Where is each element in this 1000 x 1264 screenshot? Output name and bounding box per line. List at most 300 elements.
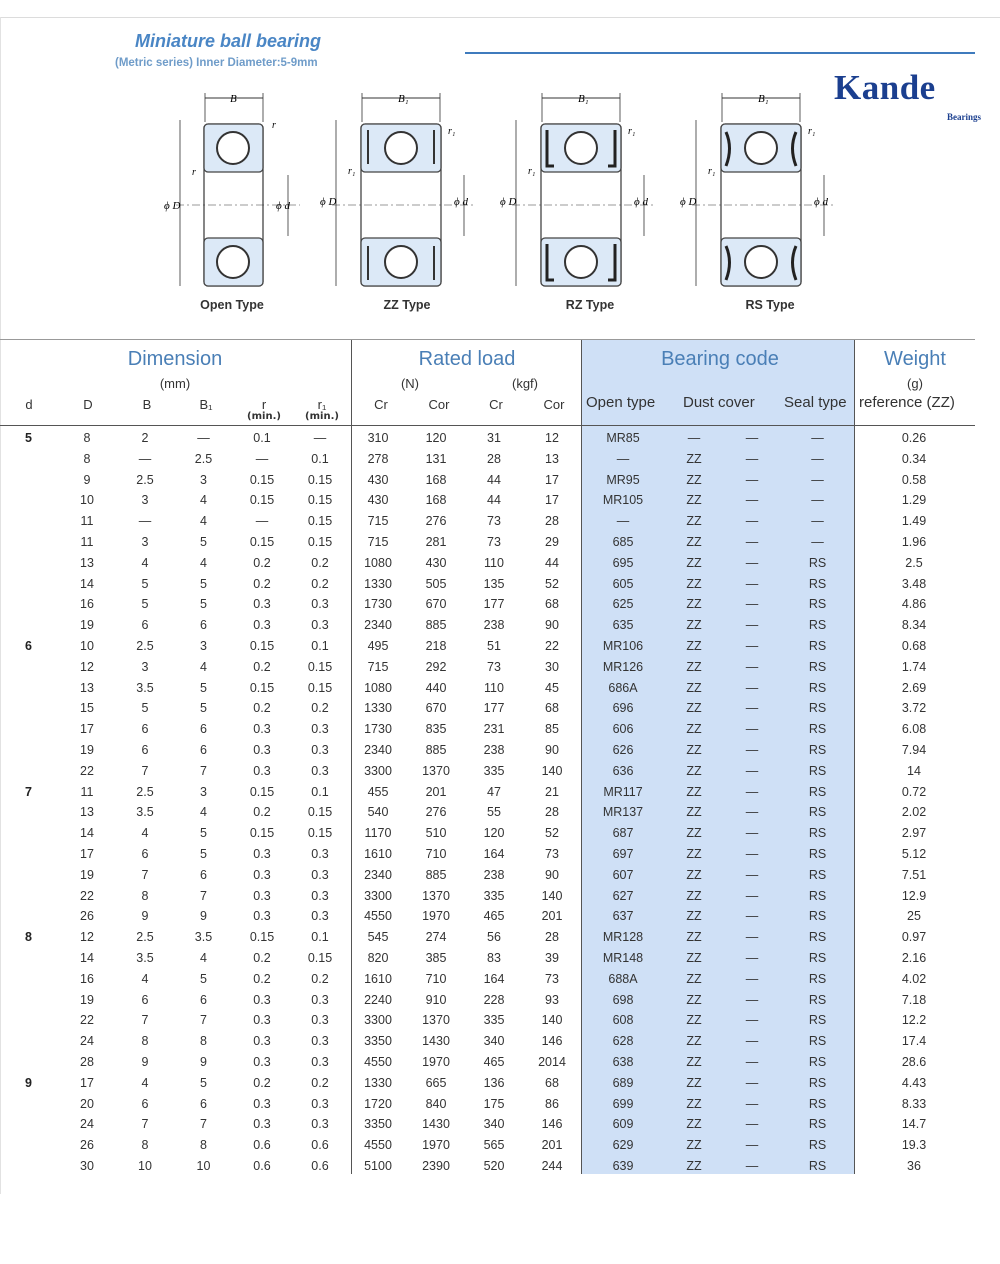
cell-outer-diameter: 8 xyxy=(83,431,91,445)
cell-d: 8 xyxy=(25,930,32,945)
cell-radius-r: 0.3 xyxy=(253,722,271,737)
cell-cor-kgf: 73 xyxy=(545,846,559,861)
table-row xyxy=(0,1010,974,1031)
cell-weight: 7.94 xyxy=(901,742,927,757)
cell-d xyxy=(0,865,58,886)
cell-outer-diameter: 11 xyxy=(80,534,94,549)
cell-rz-cover: — xyxy=(745,1075,759,1090)
cell-weight: 19.3 xyxy=(901,1138,927,1153)
cell-d xyxy=(0,844,58,865)
cell-open-type: 638 xyxy=(612,1054,634,1069)
cell-radius-r: 0.2 xyxy=(253,1075,271,1090)
cell-outer-diameter: 17 xyxy=(80,722,94,737)
cell-seal-type: — xyxy=(811,534,824,549)
table-row xyxy=(0,532,974,553)
cell-open-type: — xyxy=(616,514,630,529)
cell-weight: 0.97 xyxy=(901,930,927,945)
col-d: d xyxy=(25,397,33,412)
header-bottom-border xyxy=(0,425,975,426)
cell-weight: 2.5 xyxy=(905,555,923,570)
cell-width-b1: 4 xyxy=(200,493,207,508)
cell-weight: 2.02 xyxy=(901,805,927,820)
cell-radius-r1: 0.3 xyxy=(311,1117,329,1132)
col-reference: reference (ZZ) xyxy=(859,394,955,411)
cell-cor-n: 131 xyxy=(425,451,447,466)
cell-cr-kgf: 228 xyxy=(483,992,505,1007)
cell-width-b1: — xyxy=(197,431,210,445)
cell-seal-type: RS xyxy=(808,846,827,861)
cell-d xyxy=(0,615,58,636)
cell-weight: 0.26 xyxy=(901,431,927,445)
cell-open-type: 686A xyxy=(608,680,638,695)
cell-radius-r: 0.3 xyxy=(253,1096,271,1111)
cell-radius-r: 0.3 xyxy=(253,867,271,882)
cell-radius-r1: 0.2 xyxy=(311,1075,329,1090)
cell-outer-diameter: 19 xyxy=(80,618,94,633)
cell-radius-r1: 0.3 xyxy=(311,1013,329,1028)
cell-cor-n: 281 xyxy=(425,534,447,549)
cell-outer-diameter: 14 xyxy=(80,950,94,965)
cell-open-type: 696 xyxy=(612,701,634,716)
cell-d xyxy=(0,449,58,470)
cell-cr-n: 1080 xyxy=(364,555,392,570)
cell-cr-n: 540 xyxy=(367,805,389,820)
cell-dust-cover: ZZ xyxy=(686,805,702,820)
cell-width-b1: 5 xyxy=(200,534,207,549)
table-row xyxy=(0,969,974,990)
cell-cr-n: 430 xyxy=(367,493,389,508)
cell-cor-n: 670 xyxy=(425,701,447,716)
cell-outer-diameter: 17 xyxy=(80,1075,94,1090)
cell-radius-r1: 0.3 xyxy=(311,1034,329,1049)
cell-cr-n: 2240 xyxy=(364,992,392,1007)
cell-width-b1: 9 xyxy=(200,909,207,924)
cell-weight: 4.86 xyxy=(901,597,927,612)
outer-diameter-label: ϕ D xyxy=(320,196,337,208)
cell-outer-diameter: 19 xyxy=(80,992,94,1007)
cell-dust-cover: ZZ xyxy=(686,909,702,924)
cell-radius-r1: 0.3 xyxy=(311,1096,329,1111)
cell-rz-cover: — xyxy=(745,638,759,653)
open-type-label: Open Type xyxy=(200,298,264,312)
cell-cr-kgf: 465 xyxy=(483,1054,505,1069)
cell-cor-kgf: 2014 xyxy=(538,1054,566,1069)
cell-open-type: 629 xyxy=(612,1138,634,1153)
table-row xyxy=(0,1135,974,1156)
cell-cr-n: 3300 xyxy=(364,1013,392,1028)
zz-type-diagram xyxy=(318,90,478,290)
cell-rz-cover: — xyxy=(745,971,759,986)
cell-cr-n: 1720 xyxy=(364,1096,392,1111)
cell-cor-kgf: 201 xyxy=(541,909,563,924)
cell-dust-cover: ZZ xyxy=(686,888,702,903)
cell-width-b: 8 xyxy=(141,1138,149,1153)
cell-weight: 4.43 xyxy=(901,1075,927,1090)
cell-seal-type: RS xyxy=(808,888,827,903)
page-subtitle: (Metric series) Inner Diameter:5-9mm xyxy=(115,57,318,69)
cell-width-b: 9 xyxy=(141,1054,149,1069)
cell-width-b: 3.5 xyxy=(136,950,154,965)
cell-open-type: 636 xyxy=(612,763,634,778)
cell-outer-diameter: 22 xyxy=(80,763,94,778)
col-dust-cover: Dust cover xyxy=(683,394,755,411)
cell-width-b: 6 xyxy=(141,1096,149,1111)
cell-cor-kgf: 68 xyxy=(545,597,559,612)
cell-open-type: 685 xyxy=(612,534,634,549)
cell-dust-cover: ZZ xyxy=(686,1054,702,1069)
col-open-type: Open type xyxy=(586,394,656,411)
cell-radius-r1: 0.6 xyxy=(311,1158,329,1173)
cell-rz-cover: — xyxy=(745,992,759,1007)
cell-open-type: 688A xyxy=(608,971,638,986)
title-divider xyxy=(465,52,975,54)
cell-radius-r1: 0.15 xyxy=(307,680,333,695)
cell-radius-r1: 0.15 xyxy=(307,472,333,487)
table-row xyxy=(0,449,974,470)
cell-radius-r: 0.15 xyxy=(249,826,275,841)
cell-dust-cover: ZZ xyxy=(686,867,702,882)
cell-d xyxy=(0,1010,58,1031)
cell-cr-kgf: 238 xyxy=(483,742,505,757)
cell-open-type: 628 xyxy=(612,1034,634,1049)
cell-radius-r: 0.15 xyxy=(249,493,275,508)
cell-seal-type: RS xyxy=(808,1075,827,1090)
rated-unit-kgf: (kgf) xyxy=(512,376,538,391)
cell-cor-kgf: 17 xyxy=(545,493,559,508)
cell-width-b1: 6 xyxy=(200,992,207,1007)
cell-seal-type: RS xyxy=(808,1096,827,1111)
cell-d xyxy=(0,823,58,844)
cell-weight: 2.97 xyxy=(901,826,927,841)
col-r-min: (min.) xyxy=(247,411,281,422)
cell-dust-cover: ZZ xyxy=(686,638,702,653)
rz-bearing-drawing xyxy=(498,90,658,290)
cell-open-type: MR106 xyxy=(602,638,644,653)
cell-open-type: MR117 xyxy=(603,784,643,799)
cell-outer-diameter: 13 xyxy=(80,555,94,570)
cell-cor-n: 1970 xyxy=(422,1054,450,1069)
table-row xyxy=(0,636,974,657)
cell-width-b: 3 xyxy=(141,493,149,508)
rs-type-label: RS Type xyxy=(745,298,795,312)
cell-dust-cover: ZZ xyxy=(686,1138,702,1153)
cell-cr-kgf: 51 xyxy=(487,638,501,653)
cell-seal-type: RS xyxy=(808,763,827,778)
cell-radius-r1: 0.15 xyxy=(307,950,333,965)
cell-width-b: 3.5 xyxy=(136,805,154,820)
cell-radius-r: 0.15 xyxy=(249,784,275,799)
table-row xyxy=(0,1114,974,1135)
inner-diameter-label: ϕ d xyxy=(276,200,290,212)
cell-cor-n: 885 xyxy=(425,742,447,757)
cell-radius-r1: 0.15 xyxy=(307,534,333,549)
cell-d xyxy=(0,1031,58,1052)
table-row xyxy=(0,990,974,1011)
cell-cr-kgf: 31 xyxy=(487,431,501,445)
cell-rz-cover: — xyxy=(745,493,759,508)
cell-rz-cover: — xyxy=(745,659,759,674)
cell-d xyxy=(0,740,58,761)
cell-outer-diameter: 24 xyxy=(80,1034,94,1049)
cell-open-type: 626 xyxy=(612,742,634,757)
cell-weight: 0.34 xyxy=(901,451,927,466)
cell-cr-kgf: 340 xyxy=(483,1117,505,1132)
cell-cr-kgf: 231 xyxy=(483,722,505,737)
cell-radius-r: 0.2 xyxy=(253,659,271,674)
cell-outer-diameter: 9 xyxy=(83,472,91,487)
cell-cr-n: 2340 xyxy=(364,742,392,757)
cell-cor-kgf: 146 xyxy=(541,1117,563,1132)
cell-open-type: — xyxy=(616,451,630,466)
cell-seal-type: RS xyxy=(808,930,827,945)
cell-dust-cover: ZZ xyxy=(686,534,702,549)
cell-open-type: 697 xyxy=(612,846,634,861)
cell-width-b: 7 xyxy=(141,1013,149,1028)
cell-width-b1: 3.5 xyxy=(194,930,213,945)
radius-label: r₁ xyxy=(448,126,456,137)
cell-weight: 28.6 xyxy=(901,1054,927,1069)
cell-outer-diameter: 22 xyxy=(80,1013,94,1028)
table-row xyxy=(0,553,974,574)
page-title: Miniature ball bearing xyxy=(135,31,322,51)
rated-load-header: Rated load xyxy=(418,348,516,370)
cell-seal-type: RS xyxy=(808,680,827,695)
cell-cor-kgf: 146 xyxy=(541,1034,563,1049)
cell-d xyxy=(0,553,58,574)
cell-outer-diameter: 12 xyxy=(80,659,94,674)
cell-width-b1: 6 xyxy=(200,867,207,882)
cell-cr-n: 3350 xyxy=(364,1034,392,1049)
cell-cr-n: 715 xyxy=(367,659,389,674)
table-row xyxy=(0,761,974,782)
col-seal-type: Seal type xyxy=(784,394,847,411)
cell-cor-kgf: 28 xyxy=(545,930,559,945)
cell-radius-r1: 0.3 xyxy=(311,597,329,612)
open-type-diagram xyxy=(160,90,310,290)
cell-outer-diameter: 14 xyxy=(80,576,94,591)
cell-radius-r1: 0.3 xyxy=(311,992,329,1007)
table-row xyxy=(0,1156,974,1177)
cell-open-type: 637 xyxy=(612,909,634,924)
cell-width-b: 7 xyxy=(141,867,149,882)
radius-label: r₁ xyxy=(808,126,816,137)
cell-width-b1: 7 xyxy=(200,888,207,903)
brand-tagline: Bearings xyxy=(947,112,982,122)
width-label: B₁ xyxy=(578,93,589,105)
cell-width-b: 2.5 xyxy=(136,638,154,653)
cell-cr-kgf: 164 xyxy=(483,846,505,861)
inner-diameter-label: ϕ d xyxy=(634,196,648,208)
cell-cor-kgf: 73 xyxy=(545,971,559,986)
cell-outer-diameter: 20 xyxy=(80,1096,94,1111)
cell-cor-kgf: 21 xyxy=(545,784,559,799)
cell-open-type: 639 xyxy=(612,1158,634,1173)
cell-cr-n: 4550 xyxy=(364,909,392,924)
cell-cor-n: 1970 xyxy=(422,1138,450,1153)
cell-d xyxy=(0,802,58,823)
cell-radius-r1: 0.15 xyxy=(307,826,333,841)
cell-d xyxy=(0,1114,58,1135)
cell-cr-kgf: 175 xyxy=(483,1096,505,1111)
cell-cr-n: 1610 xyxy=(364,971,392,986)
cell-dust-cover: ZZ xyxy=(686,576,702,591)
cell-cor-n: 840 xyxy=(425,1096,447,1111)
cell-open-type: 607 xyxy=(612,867,634,882)
cell-cor-kgf: 201 xyxy=(541,1138,563,1153)
cell-width-b1: 6 xyxy=(200,618,207,633)
cell-weight: 3.48 xyxy=(901,576,927,591)
table-row xyxy=(0,574,974,595)
cell-cr-kgf: 28 xyxy=(487,451,501,466)
cell-cr-kgf: 44 xyxy=(487,472,501,487)
cell-rz-cover: — xyxy=(745,472,759,487)
cell-seal-type: RS xyxy=(808,784,827,799)
cell-cor-kgf: 28 xyxy=(545,805,559,820)
cell-seal-type: RS xyxy=(808,950,827,965)
cell-cor-n: 910 xyxy=(425,992,447,1007)
cell-outer-diameter: 8 xyxy=(83,451,91,466)
cell-width-b: 7 xyxy=(141,763,149,778)
cell-d xyxy=(0,511,58,532)
cell-dust-cover: ZZ xyxy=(686,846,702,861)
cell-rz-cover: — xyxy=(745,701,759,716)
cell-cor-kgf: 140 xyxy=(541,763,563,778)
rated-unit-n: (N) xyxy=(400,376,420,391)
cell-width-b1: 7 xyxy=(200,1117,207,1132)
cell-width-b1: 5 xyxy=(200,846,207,861)
cell-dust-cover: ZZ xyxy=(686,742,702,757)
cell-cor-kgf: 90 xyxy=(545,618,559,633)
cell-seal-type: RS xyxy=(808,701,827,716)
table-row xyxy=(0,740,974,761)
cell-dust-cover: ZZ xyxy=(686,1034,702,1049)
cell-weight: 8.33 xyxy=(901,1096,927,1111)
cell-cor-n: 670 xyxy=(425,597,447,612)
cell-d xyxy=(0,574,58,595)
cell-width-b: 6 xyxy=(141,618,149,633)
cell-seal-type: RS xyxy=(808,618,827,633)
table-row xyxy=(0,678,974,699)
cell-rz-cover: — xyxy=(745,576,759,591)
bearing-spec-table xyxy=(0,428,974,1177)
cell-rz-cover: — xyxy=(745,1158,759,1173)
cell-width-b: — xyxy=(138,451,152,466)
cell-dust-cover: ZZ xyxy=(686,1117,702,1132)
cell-rz-cover: — xyxy=(745,514,759,529)
cell-cr-kgf: 83 xyxy=(487,950,501,965)
cell-weight: 8.34 xyxy=(901,618,927,633)
cell-cr-n: 5100 xyxy=(364,1158,392,1173)
cell-cor-kgf: 39 xyxy=(545,950,559,965)
cell-cor-n: 665 xyxy=(425,1075,447,1090)
cell-cor-n: 510 xyxy=(425,826,447,841)
cell-outer-diameter: 10 xyxy=(80,493,94,508)
cell-width-b: 9 xyxy=(141,909,149,924)
brand-logo: Kande xyxy=(834,68,936,107)
cell-cor-n: 201 xyxy=(425,784,447,799)
cell-cor-kgf: 45 xyxy=(545,680,559,695)
cell-cr-n: 1080 xyxy=(364,680,392,695)
rs-bearing-drawing xyxy=(678,90,838,290)
cell-open-type: MR137 xyxy=(602,805,644,820)
radius-label-side: r xyxy=(192,167,196,178)
cell-width-b1: 4 xyxy=(200,950,207,965)
cell-rz-cover: — xyxy=(745,950,759,965)
cell-cor-n: 385 xyxy=(425,950,447,965)
radius-label: r₁ xyxy=(628,126,636,137)
table-row xyxy=(0,698,974,719)
cell-weight: 25 xyxy=(907,909,921,924)
cell-weight: 6.08 xyxy=(901,722,927,737)
cell-width-b: 5 xyxy=(141,597,149,612)
cell-seal-type: RS xyxy=(808,659,827,674)
cell-seal-type: — xyxy=(811,493,824,508)
cell-radius-r: 0.3 xyxy=(253,1034,271,1049)
cell-radius-r1: 0.2 xyxy=(311,576,329,591)
cell-d xyxy=(0,532,58,553)
cell-radius-r1: 0.1 xyxy=(311,638,329,653)
col-cor-kgf: Cor xyxy=(543,397,565,412)
radius-label-side: r₁ xyxy=(348,166,356,177)
cell-radius-r1: 0.15 xyxy=(307,514,333,529)
table-row xyxy=(0,428,974,449)
cell-width-b: 4 xyxy=(141,971,149,986)
cell-cr-kgf: 120 xyxy=(483,826,505,841)
cell-radius-r: 0.2 xyxy=(253,805,271,820)
cell-dust-cover: ZZ xyxy=(686,971,702,986)
cell-width-b1: 2.5 xyxy=(194,451,213,466)
col-r: r xyxy=(261,397,267,412)
cell-open-type: MR126 xyxy=(602,659,644,674)
table-row xyxy=(0,886,974,907)
cell-outer-diameter: 22 xyxy=(80,888,94,903)
cell-seal-type: RS xyxy=(808,1138,827,1153)
cell-seal-type: RS xyxy=(808,722,827,737)
cell-cr-kgf: 465 xyxy=(483,909,505,924)
cell-d xyxy=(0,490,58,511)
cell-cr-n: 1330 xyxy=(364,1075,392,1090)
cell-d xyxy=(0,594,58,615)
cell-rz-cover: — xyxy=(745,867,759,882)
cell-outer-diameter: 13 xyxy=(80,680,94,695)
cell-outer-diameter: 30 xyxy=(80,1158,94,1173)
cell-cor-kgf: 90 xyxy=(545,867,559,882)
dimension-header: Dimension xyxy=(127,348,223,370)
cell-radius-r: 0.15 xyxy=(249,930,275,945)
cell-outer-diameter: 12 xyxy=(80,930,94,945)
cell-radius-r: 0.1 xyxy=(253,431,271,445)
cell-dust-cover: — xyxy=(687,431,701,445)
cell-weight: 2.16 xyxy=(901,950,927,965)
cell-cor-kgf: 52 xyxy=(545,576,559,591)
cell-radius-r1: 0.6 xyxy=(311,1138,329,1153)
cell-seal-type: RS xyxy=(808,1117,827,1132)
cell-radius-r1: 0.2 xyxy=(311,971,329,986)
cell-cr-kgf: 177 xyxy=(483,701,505,716)
cell-cr-n: 715 xyxy=(367,534,389,549)
cell-radius-r: 0.2 xyxy=(253,555,271,570)
cell-cor-kgf: 17 xyxy=(545,472,559,487)
cell-open-type: MR128 xyxy=(602,930,644,945)
cell-outer-diameter: 16 xyxy=(80,597,94,612)
table-row xyxy=(0,906,974,927)
cell-open-type: 687 xyxy=(612,826,634,841)
cell-weight: 1.29 xyxy=(901,493,927,508)
cell-cr-kgf: 520 xyxy=(483,1158,505,1173)
cell-cor-n: 1430 xyxy=(422,1034,450,1049)
cell-width-b: 3.5 xyxy=(136,680,154,695)
cell-d xyxy=(0,990,58,1011)
